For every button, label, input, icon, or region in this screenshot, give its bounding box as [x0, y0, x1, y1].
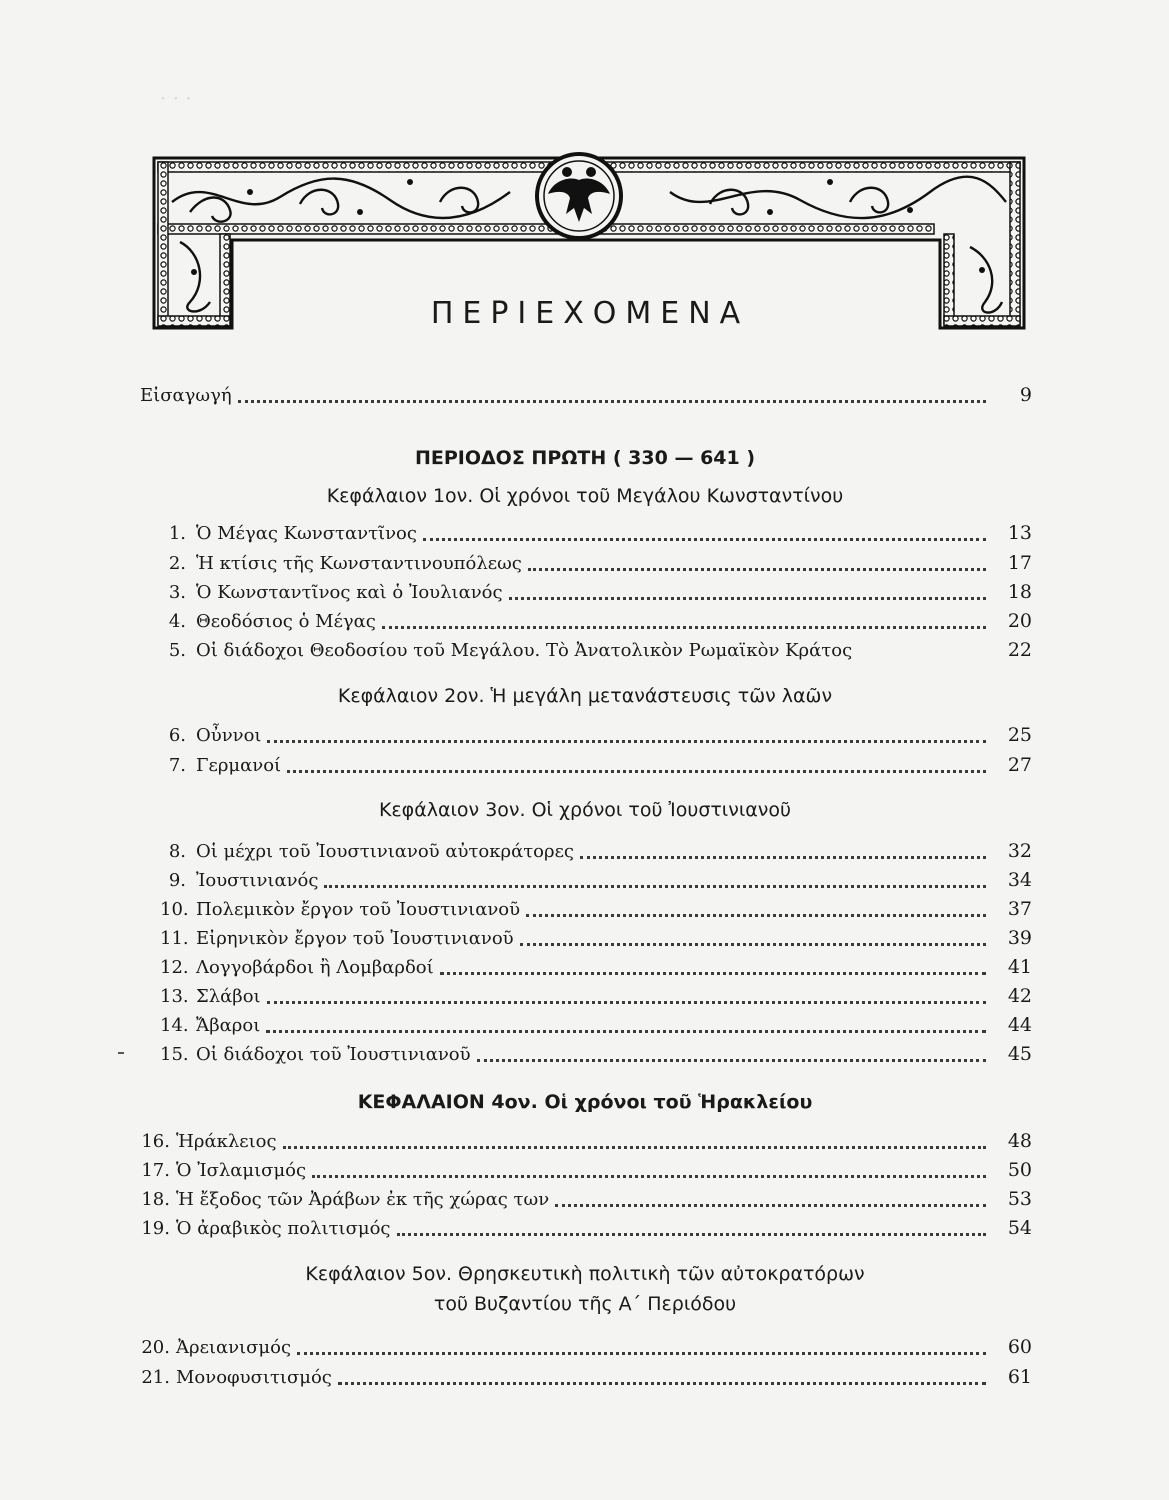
dot-leader [312, 1161, 986, 1178]
dot-leader [266, 1016, 986, 1033]
toc-page-number: 42 [1007, 985, 1032, 1007]
toc-entry-number: 20. [141, 1337, 170, 1358]
toc-page-number: 25 [1007, 724, 1032, 746]
toc-entry[interactable] [160, 581, 1032, 604]
dot-leader [238, 386, 986, 403]
toc-entry-number: 21. [141, 1367, 170, 1388]
toc-entry-number: 3. [168, 582, 186, 603]
toc-entry-number: 5. [168, 640, 186, 661]
toc-page-number: 17 [1007, 552, 1032, 574]
toc-entry-label: Ὁ Ἰσλαμισμός [176, 1160, 307, 1181]
toc-page-number: 61 [1007, 1366, 1032, 1388]
toc-page-number: 50 [1007, 1159, 1032, 1181]
toc-entry-label: Οἱ μέχρι τοῦ Ἰουστινιανοῦ αὐτοκράτορες [196, 841, 575, 862]
dot-leader [267, 987, 986, 1004]
toc-entry-number: 6. [168, 725, 186, 746]
toc-entry[interactable] [140, 1159, 1032, 1182]
toc-entry-number: 17. [141, 1160, 170, 1181]
toc-entry-number: 11. [160, 928, 189, 949]
toc-entry[interactable] [160, 754, 1032, 777]
chapter-heading-3: Κεφάλαιον 3ον. Οἱ χρόνοι τοῦ Ἰουστινιανοῦ [378, 799, 792, 821]
toc-entry[interactable] [160, 1014, 1032, 1037]
toc-entry-number: 15. [160, 1044, 189, 1065]
chapter-heading-4: ΚΕΦΑΛΑΙΟΝ 4ον. Οἱ χρόνοι τοῦ Ἡρακλείου [357, 1091, 813, 1113]
toc-page-number: 18 [1007, 581, 1032, 603]
toc-entry[interactable] [160, 985, 1032, 1008]
toc-page-number: 27 [1007, 754, 1032, 776]
page-title: ΠΕΡΙΕΧΟΜΕΝΑ [430, 296, 750, 331]
dot-leader [555, 1190, 986, 1207]
toc-entry-label: Οὖννοι [196, 725, 262, 746]
toc-entry-label: Γερμανοί [196, 755, 282, 776]
toc-entry-number: 2. [168, 553, 186, 574]
toc-entry-number: 7. [168, 755, 186, 776]
toc-entry-number: 16. [141, 1131, 170, 1152]
toc-entry[interactable] [160, 639, 1032, 662]
toc-entry-label: Ὁ Μέγας Κωνσταντῖνος [196, 523, 417, 544]
dot-leader [283, 1132, 986, 1149]
chapter-heading-1: Κεφάλαιον 1ον. Οἱ χρόνοι τοῦ Μεγάλου Κωνσταντίνου [326, 485, 844, 507]
toc-entry-number: 8. [168, 841, 186, 862]
toc-page-number: 48 [1007, 1130, 1032, 1152]
chapter-heading-5: Κεφάλαιον 5ον. Θρησκευτικὴ πολιτικὴ τῶν αὐτοκρατόρων [305, 1263, 865, 1285]
toc-page-number: 37 [1007, 898, 1032, 920]
toc-entry[interactable] [160, 724, 1032, 747]
toc-page-number: 22 [1007, 639, 1032, 661]
dot-leader [520, 929, 986, 946]
toc-entry[interactable] [140, 1188, 1032, 1211]
toc-entry[interactable] [140, 1217, 1032, 1240]
toc-entry[interactable] [160, 927, 1032, 950]
toc-entry[interactable] [160, 1043, 1032, 1066]
toc-entry-number: 10. [160, 899, 189, 920]
dot-leader [297, 1338, 986, 1355]
dot-leader [440, 958, 986, 975]
toc-entry-label: Ἀρειανισμός [176, 1337, 292, 1358]
toc-entry[interactable] [160, 552, 1032, 575]
toc-entry-label: Ἡράκλειος [176, 1131, 277, 1152]
chapter-heading-5-line-2: τοῦ Βυζαντίου τῆς Α΄ Περιόδου [433, 1293, 737, 1315]
dot-leader [267, 726, 986, 743]
toc-entry-label: Ἰουστινιανός [196, 870, 319, 891]
dot-leader [580, 842, 986, 859]
toc-entry-intro[interactable] [140, 384, 1032, 407]
dot-leader [526, 900, 986, 917]
toc-entry-number: 18. [141, 1189, 170, 1210]
toc-page-number: 45 [1007, 1043, 1032, 1065]
toc-entry-label: Οἱ διάδοχοι τοῦ Ἰουστινιανοῦ [196, 1044, 471, 1065]
toc-entry-label: Οἱ διάδοχοι Θεοδοσίου τοῦ Μεγάλου. Τὸ Ἀνατολικὸν Ρωμαϊκὸν Κράτος [196, 640, 853, 661]
toc-entry[interactable] [140, 1336, 1032, 1359]
dot-leader [509, 583, 986, 600]
toc-page-number: 13 [1007, 522, 1032, 544]
toc-entry-label: Λογγοβάρδοι ἢ Λομβαρδοί [196, 957, 434, 978]
toc-page-number: 44 [1007, 1014, 1032, 1036]
toc-page-number: 60 [1007, 1336, 1032, 1358]
toc-page-number: 9 [1019, 384, 1032, 406]
toc-entry-label: Μονοφυσιτισμός [176, 1367, 332, 1388]
toc-entry-label: Εἰρηνικὸν ἔργον τοῦ Ἰουστινιανοῦ [196, 928, 514, 949]
toc-entry-label: Σλάβοι [196, 986, 261, 1007]
toc-page-number: 32 [1007, 840, 1032, 862]
toc-entry-number: 9. [168, 870, 186, 891]
toc-entry-number: 12. [160, 957, 189, 978]
toc-page-number: 34 [1007, 869, 1032, 891]
toc-entry-number: 4. [168, 611, 186, 632]
toc-page-number: 39 [1007, 927, 1032, 949]
toc-entry-label: Ἡ ἔξοδος τῶν Ἀράβων ἐκ τῆς χώρας των [176, 1189, 550, 1210]
toc-entry-label: Ὁ Κωνσταντῖνος καὶ ὁ Ἰουλιανός [196, 582, 503, 603]
toc-entry-number: 14. [160, 1015, 189, 1036]
toc-entry-label: Πολεμικὸν ἔργον τοῦ Ἰουστινιανοῦ [196, 899, 521, 920]
toc-entry-label: Ἄβαροι [196, 1015, 261, 1036]
toc-entry-number: 19. [141, 1218, 170, 1239]
dot-leader [423, 524, 986, 541]
dot-leader [338, 1368, 986, 1385]
bleed-through-text: · · · [160, 86, 192, 110]
toc-entry-number: 13. [160, 986, 189, 1007]
toc-entry-label: Ἡ κτίσις τῆς Κωνσταντινουπόλεως [196, 553, 522, 574]
toc-entry-number: 1. [168, 523, 186, 544]
dot-leader [528, 554, 986, 571]
dot-leader [382, 612, 986, 629]
toc-entry-label: Ὁ ἀραβικὸς πολιτισμός [176, 1218, 391, 1239]
toc-entry-label: Θεοδόσιος ὁ Μέγας [196, 611, 376, 632]
toc-page-number: 54 [1007, 1217, 1032, 1239]
toc-entry[interactable] [160, 522, 1032, 545]
toc-entry[interactable] [160, 898, 1032, 921]
toc-entry[interactable] [160, 840, 1032, 863]
margin-mark [118, 1052, 124, 1054]
toc-entry[interactable] [140, 1130, 1032, 1153]
dot-leader [324, 871, 986, 888]
dot-leader [287, 756, 986, 773]
period-heading: ΠΕΡΙΟΔΟΣ ΠΡΩΤΗ ( 330 — 641 ) [414, 447, 756, 469]
toc-page-number: 41 [1007, 956, 1032, 978]
toc-entry[interactable] [140, 1366, 1032, 1389]
dot-leader [477, 1045, 986, 1062]
chapter-heading-2: Κεφάλαιον 2ον. Ἡ μεγάλη μετανάστευσις τῶν λαῶν [337, 685, 833, 707]
toc-entry[interactable] [160, 869, 1032, 892]
toc-page-number: 20 [1007, 610, 1032, 632]
dot-leader [397, 1219, 987, 1236]
toc-entry[interactable] [160, 610, 1032, 633]
toc-entry[interactable] [160, 956, 1032, 979]
toc-page-number: 53 [1007, 1188, 1032, 1210]
toc-entry-label: Εἰσαγωγή [140, 385, 232, 406]
